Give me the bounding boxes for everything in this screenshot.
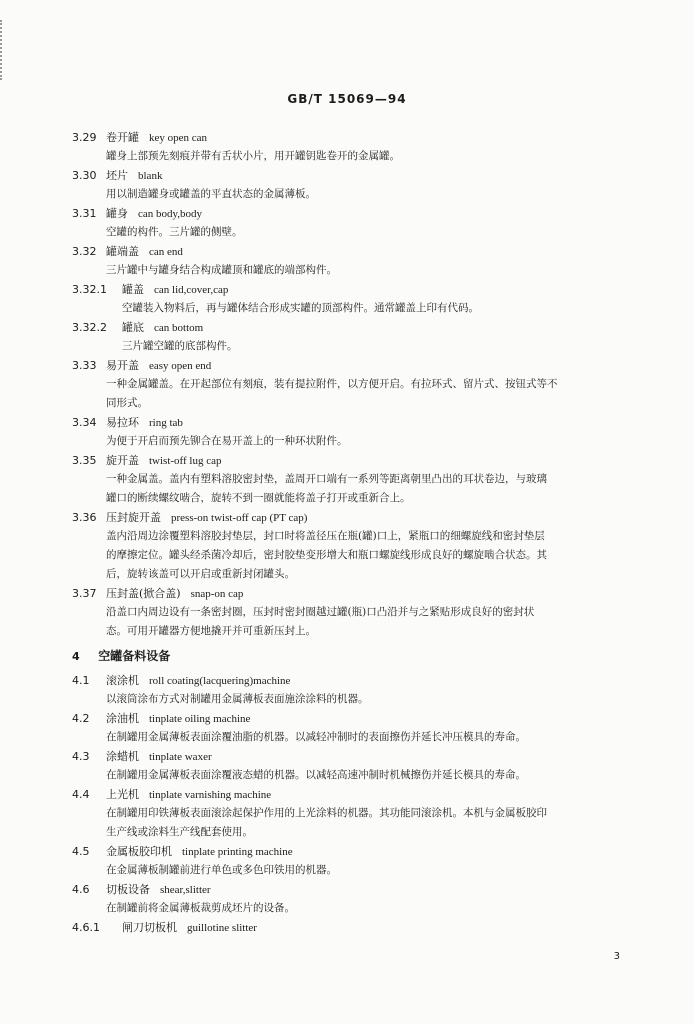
term-chinese: 闸刀切板机 (122, 921, 177, 934)
term-definition: 在制罐用印铁薄板表面滚涂起保护作用的上光涂料的机器。其功能同滚涂机。本机与金属板胶印 (106, 807, 547, 819)
term-number: 3.29 (72, 131, 97, 144)
term-definition: 在制罐用金属薄板表面涂覆油脂的机器。以减轻冲制时的表面擦伤并延长冲压模具的寿命。 (106, 731, 526, 743)
term-english: can lid,cover,cap (154, 284, 229, 296)
term-chinese: 罐盖 (122, 283, 144, 296)
term-english: tinplate oiling machine (149, 713, 251, 725)
term-number: 4.6 (72, 883, 90, 896)
term-definition: 空罐的构件。三片罐的侧壁。 (106, 226, 243, 238)
term-chinese: 坯片 (106, 169, 128, 182)
term-entry (72, 584, 632, 603)
term-chinese: 罐身 (106, 207, 128, 220)
term-number: 3.36 (72, 511, 97, 524)
term-entry (72, 204, 632, 223)
term-definition: 在金属薄板制罐前进行单色或多色印铁用的机器。 (106, 864, 337, 876)
term-english: twist-off lug cap (149, 455, 222, 467)
term-number: 4.1 (72, 674, 90, 687)
term-english: press-on twist-off cap (PT cap) (171, 512, 308, 524)
term-entry (72, 413, 632, 432)
term-entry (72, 166, 632, 185)
term-number: 4.6.1 (72, 921, 100, 934)
term-entry (72, 842, 632, 861)
term-definition: 一种金属盖。盖内有塑料溶胶密封垫，盖周开口端有一系列等距离朝里凸出的耳状卷边，与玻璃 (106, 473, 547, 485)
term-number: 3.32.1 (72, 283, 107, 296)
term-english: key open can (149, 132, 208, 144)
term-definition: 空罐装入物料后，再与罐体结合形成实罐的顶部构件。通常罐盖上印有代码。 (122, 302, 479, 314)
term-number: 3.30 (72, 169, 97, 182)
term-number: 3.31 (72, 207, 97, 220)
term-entry (72, 128, 632, 147)
term-definition: 生产线或涂料生产线配套使用。 (106, 826, 253, 838)
scan-edge-mark (0, 20, 8, 80)
term-number: 4.2 (72, 712, 90, 725)
term-english: can bottom (154, 322, 204, 334)
term-chinese: 切板设备 (106, 883, 150, 896)
term-number: 3.35 (72, 454, 97, 467)
term-number: 4.4 (72, 788, 90, 801)
page-number: 3 (613, 951, 620, 962)
section-title: 空罐备料设备 (98, 649, 171, 663)
term-chinese: 易拉环 (106, 416, 139, 429)
term-definition: 罐口的断续螺纹啮合，旋转不到一圈就能将盖子打开或重新合上。 (106, 492, 411, 504)
term-english: easy open end (149, 360, 212, 372)
term-entry (72, 242, 632, 261)
term-chinese: 罐底 (122, 321, 144, 334)
term-definition: 以滚筒涂布方式对制罐用金属薄板表面施涂涂料的机器。 (106, 693, 369, 705)
term-english: blank (138, 170, 163, 182)
page-header: GB/T 15069—94 (287, 92, 407, 106)
term-english: shear,slitter (160, 884, 211, 896)
term-number: 3.32.2 (72, 321, 107, 334)
term-number: 4.5 (72, 845, 90, 858)
section-number: 4 (72, 650, 80, 663)
term-list-section-3 (72, 128, 632, 641)
term-definition: 态。可用开罐器方便地撬开并可重新压封上。 (106, 625, 316, 637)
term-chinese: 涂油机 (106, 712, 139, 725)
term-definition: 同形式。 (106, 397, 148, 409)
term-entry (72, 747, 632, 766)
term-definition: 后，旋转该盖可以开启或重新封闭罐头。 (106, 568, 295, 580)
term-definition: 在制罐前将金属薄板裁剪成坯片的设备。 (106, 902, 295, 914)
term-list-section-4 (72, 671, 632, 937)
term-entry (72, 918, 632, 937)
term-number: 3.33 (72, 359, 97, 372)
term-english: tinplate waxer (149, 751, 212, 763)
term-chinese: 罐端盖 (106, 245, 139, 258)
term-english: snap-on cap (190, 588, 244, 600)
term-definition: 三片罐空罐的底部构件。 (122, 340, 238, 352)
term-definition: 的摩擦定位。罐头经杀菌冷却后，密封胶垫变形增大和瓶口螺旋线形成良好的螺旋啮合状态。其 (106, 549, 547, 561)
term-definition: 沿盖口内周边设有一条密封圈，压封时密封圈越过罐(瓶)口凸沿并与之紧贴形成良好的密封状 (106, 606, 535, 618)
term-definition: 为便于开启而预先铆合在易开盖上的一种环状附件。 (106, 435, 348, 447)
term-entry (72, 880, 632, 899)
term-chinese: 旋开盖 (106, 454, 139, 467)
term-definition: 罐身上部预先刻痕并带有舌状小片，用开罐钥匙卷开的金属罐。 (106, 150, 400, 162)
term-english: guillotine slitter (187, 922, 257, 934)
term-chinese: 滚涂机 (106, 674, 139, 687)
term-chinese: 卷开罐 (106, 131, 139, 144)
term-entry (72, 280, 632, 299)
term-entry (72, 451, 632, 470)
term-chinese: 上光机 (106, 788, 139, 801)
term-number: 3.34 (72, 416, 97, 429)
term-english: can end (149, 246, 183, 258)
term-chinese: 涂蜡机 (106, 750, 139, 763)
term-definition: 盖内沿周边涂覆塑料溶胶封垫层，封口时将盖径压在瓶(罐)口上，紧瓶口的细螺旋线和密封垫层 (106, 530, 545, 542)
term-entry (72, 508, 632, 527)
term-number: 3.32 (72, 245, 97, 258)
term-definition: 三片罐中与罐身结合构成罐顶和罐底的端部构件。 (106, 264, 337, 276)
term-english: tinplate printing machine (182, 846, 293, 858)
term-entry (72, 318, 632, 337)
entries-container (72, 128, 632, 937)
term-chinese: 压封盖(掀合盖) (106, 587, 181, 600)
term-entry (72, 356, 632, 375)
term-number: 4.3 (72, 750, 90, 763)
term-english: tinplate varnishing machine (149, 789, 272, 801)
term-english: can body,body (138, 208, 203, 220)
term-number: 3.37 (72, 587, 97, 600)
term-definition: 用以制造罐身或罐盖的平直状态的金属薄板。 (106, 188, 316, 200)
term-chinese: 金属板胶印机 (106, 845, 172, 858)
section-heading (72, 645, 632, 667)
term-entry (72, 709, 632, 728)
term-chinese: 易开盖 (106, 359, 139, 372)
term-english: roll coating(lacquering)machine (149, 675, 291, 687)
term-entry (72, 785, 632, 804)
term-definition: 在制罐用金属薄板表面涂覆液态蜡的机器。以减轻高速冲制时机械擦伤并延长模具的寿命。 (106, 769, 526, 781)
term-chinese: 压封旋开盖 (106, 511, 161, 524)
term-definition: 一种金属罐盖。在开起部位有刻痕，装有提拉附件，以方便开启。有拉环式、留片式、按钮式等不 (106, 378, 558, 390)
term-entry (72, 671, 632, 690)
term-english: ring tab (149, 417, 183, 429)
